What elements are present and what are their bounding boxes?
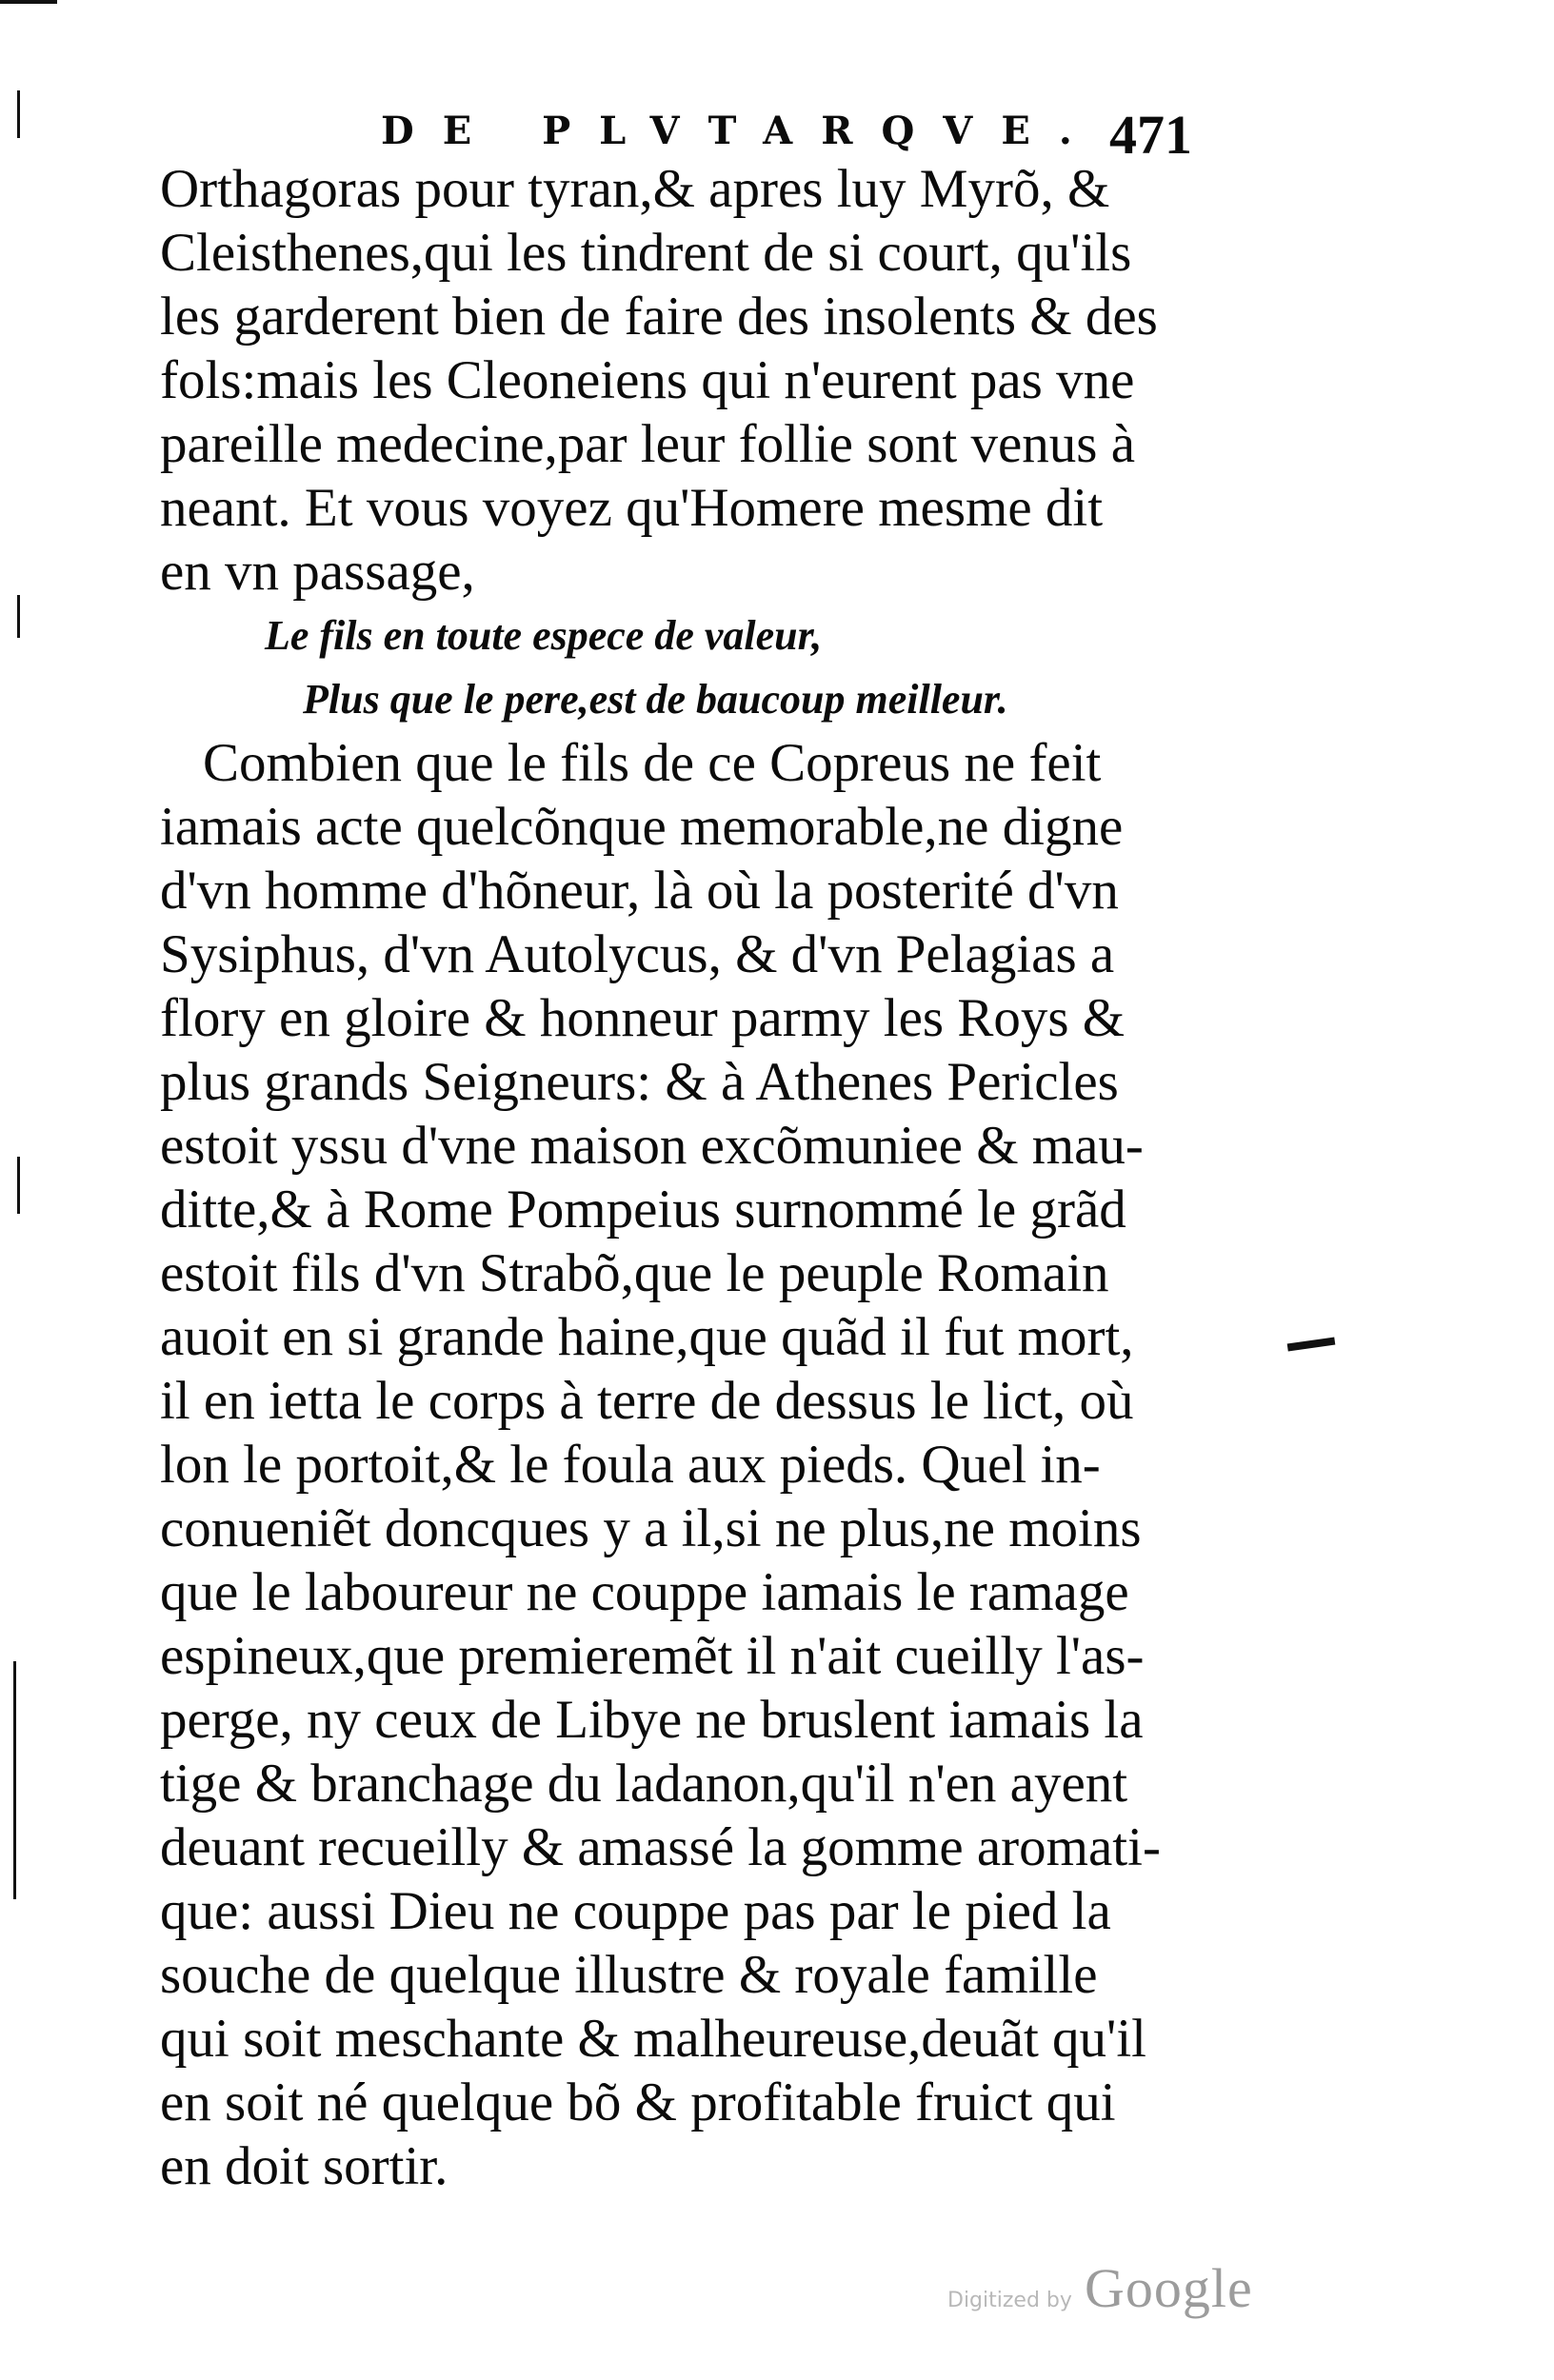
text-line: Sysiphus, d'vn Autolycus, & d'vn Pelagias a (160, 924, 1115, 984)
text-line: conueniẽt doncques y a il,si ne plus,ne moins (160, 1498, 1142, 1558)
running-title: DE PLVTARQVE. (381, 109, 1101, 153)
text-line: estoit fils d'vn Strabõ,que le peuple Romain (160, 1243, 1109, 1303)
scan-mark-top-corner (0, 0, 57, 4)
text-line: auoit en si grande haine,que quãd il fut mort, (160, 1307, 1134, 1367)
text-line: en soit né quelque bõ & profitable fruict qui (160, 2073, 1116, 2132)
text-line: en vn passage, (160, 542, 475, 602)
text-line: que le laboureur ne couppe iamais le ramage (160, 1562, 1129, 1622)
scan-mark-right-dash (1287, 1338, 1336, 1352)
text-line: Orthagoras pour tyran,& apres luy Myrõ, & (160, 159, 1110, 219)
text-line: fols:mais les Cleoneiens qui n'eurent pas vne (160, 350, 1135, 410)
text-line: ditte,& à Rome Pompeius surnommé le grãd (160, 1180, 1126, 1240)
text-line: lon le portoit,& le foula aux pieds. Quel in- (160, 1435, 1101, 1495)
text-line: en doit sortir. (160, 2136, 448, 2196)
text-line: les garderent bien de faire des insolents & des (160, 287, 1158, 347)
scan-mark-left-3 (17, 1157, 20, 1214)
page-number: 471 (1109, 104, 1192, 166)
text-line: espineux,que premieremẽt il n'ait cueilly l'as- (160, 1626, 1145, 1686)
verse-line: Plus que le pere,est de baucoup meilleur. (303, 676, 1008, 723)
text-line: neant. Et vous voyez qu'Homere mesme dit (160, 478, 1104, 538)
main-text (160, 157, 1226, 2198)
text-line: tige & branchage du ladanon,qu'il n'en ayent (160, 1754, 1128, 1814)
text-line: Combien que le fils de ce Copreus ne feit (203, 733, 1102, 793)
text-line: plus grands Seigneurs: & à Athenes Pericles (160, 1052, 1119, 1112)
text-line: perge, ny ceux de Libye ne bruslent iamais la (160, 1690, 1144, 1750)
text-line: souche de quelque illustre & royale famille (160, 1945, 1098, 2005)
text-line: iamais acte quelcõnque memorable,ne digne (160, 797, 1124, 857)
scan-mark-left-4 (13, 1661, 16, 1899)
text-line: pareille medecine,par leur follie sont venus à (160, 414, 1135, 474)
text-line: il en ietta le corps à terre de dessus le lict, où (160, 1371, 1134, 1431)
text-line: d'vn homme d'hõneur, là où la posterité d'vn (160, 861, 1119, 921)
watermark-brand: Google (1085, 2257, 1253, 2319)
text-line: flory en gloire & honneur parmy les Roys & (160, 988, 1126, 1048)
scan-mark-left-2 (17, 595, 20, 638)
text-line: qui soit meschante & malheureuse,deuãt qu'il (160, 2009, 1146, 2069)
digitized-watermark (947, 2256, 1253, 2332)
text-line: Cleisthenes,qui les tindrent de si court, qu'ils (160, 223, 1132, 283)
text-line: estoit yssu d'vne maison excõmuniee & mau- (160, 1116, 1144, 1176)
text-line: deuant recueilly & amassé la gomme aromati- (160, 1817, 1161, 1877)
text-line: que: aussi Dieu ne couppe pas par le pied la (160, 1881, 1111, 1941)
verse-line: Le fils en toute espece de valeur, (265, 612, 823, 659)
watermark-prefix: Digitized by (947, 2289, 1072, 2312)
scan-mark-left-1 (17, 90, 20, 138)
